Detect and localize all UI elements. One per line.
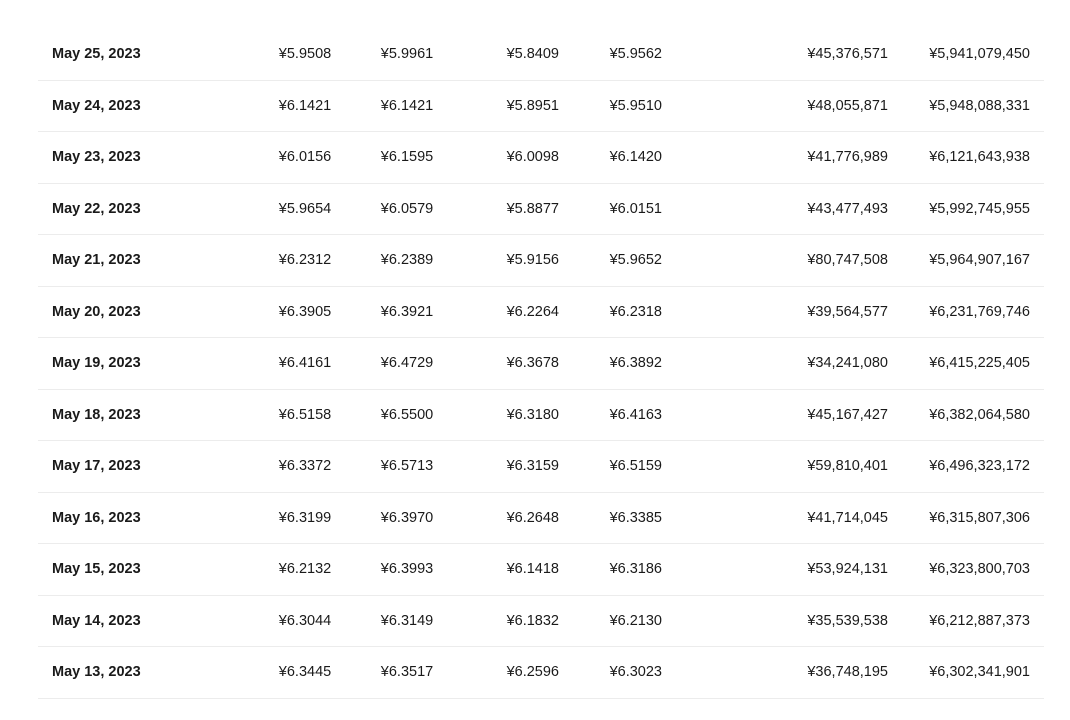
- open-cell: ¥6.3372: [278, 458, 332, 474]
- volume-cell: ¥39,564,577: [807, 303, 888, 320]
- volume-cell: ¥41,714,045: [807, 509, 888, 526]
- high-cell: ¥6.4729: [380, 355, 434, 371]
- low-cell: ¥6.3180: [506, 406, 559, 423]
- volume-cell: ¥59,810,401: [807, 458, 888, 474]
- open-cell: ¥6.3905: [278, 303, 332, 320]
- high-cell: ¥6.3149: [380, 612, 434, 629]
- table-row: [38, 235, 1044, 287]
- open-cell: ¥6.4161: [278, 355, 332, 371]
- high-cell: ¥6.3921: [380, 303, 434, 320]
- high-cell: ¥6.1595: [380, 149, 434, 165]
- market-cap-cell: ¥6,415,225,405: [929, 355, 1030, 371]
- low-cell: ¥6.3678: [506, 355, 559, 371]
- date-cell: May 19, 2023: [52, 355, 141, 371]
- date-cell: May 20, 2023: [52, 303, 141, 320]
- close-cell: ¥6.3023: [609, 664, 662, 680]
- low-cell: ¥5.9156: [506, 252, 559, 268]
- high-cell: ¥6.5713: [380, 458, 434, 474]
- market-cap-cell: ¥6,323,800,703: [929, 561, 1030, 577]
- low-cell: ¥6.2264: [506, 303, 559, 320]
- volume-cell: ¥80,747,508: [807, 252, 888, 268]
- table-row: [38, 287, 1044, 339]
- high-cell: ¥5.9961: [380, 46, 434, 62]
- high-cell: ¥6.3993: [380, 561, 434, 577]
- open-cell: ¥5.9508: [278, 46, 332, 62]
- open-cell: ¥6.2132: [278, 561, 332, 577]
- close-cell: ¥6.1420: [609, 149, 662, 165]
- date-cell: May 17, 2023: [52, 458, 141, 474]
- close-cell: ¥5.9510: [609, 97, 662, 114]
- low-cell: ¥6.2648: [506, 509, 559, 526]
- volume-cell: ¥34,241,080: [807, 355, 888, 371]
- table-row: [38, 81, 1044, 133]
- open-cell: ¥6.1421: [278, 97, 332, 114]
- date-cell: May 15, 2023: [52, 561, 141, 577]
- volume-cell: ¥45,376,571: [807, 46, 888, 62]
- market-cap-cell: ¥5,941,079,450: [929, 46, 1030, 62]
- low-cell: ¥6.1832: [506, 612, 559, 629]
- low-cell: ¥6.3159: [506, 458, 559, 474]
- date-cell: May 23, 2023: [52, 149, 141, 165]
- close-cell: ¥6.4163: [609, 406, 662, 423]
- high-cell: ¥6.5500: [380, 406, 434, 423]
- close-cell: ¥6.3186: [609, 561, 662, 577]
- close-cell: ¥6.3892: [609, 355, 662, 371]
- market-cap-cell: ¥6,315,807,306: [929, 509, 1030, 526]
- high-cell: ¥6.1421: [380, 97, 434, 114]
- low-cell: ¥6.0098: [506, 149, 559, 165]
- date-cell: May 22, 2023: [52, 200, 141, 217]
- table-row: [38, 441, 1044, 493]
- open-cell: ¥6.3445: [278, 664, 332, 680]
- low-cell: ¥5.8877: [506, 200, 559, 217]
- table-row: [38, 184, 1044, 236]
- close-cell: ¥6.0151: [609, 200, 662, 217]
- market-cap-cell: ¥6,496,323,172: [929, 458, 1030, 474]
- market-cap-cell: ¥5,964,907,167: [929, 252, 1030, 268]
- volume-cell: ¥35,539,538: [807, 612, 888, 629]
- market-cap-cell: ¥6,302,341,901: [929, 664, 1030, 680]
- close-cell: ¥6.2318: [609, 303, 662, 320]
- market-cap-cell: ¥5,948,088,331: [929, 97, 1030, 114]
- date-cell: May 13, 2023: [52, 664, 141, 680]
- open-cell: ¥6.2312: [278, 252, 332, 268]
- low-cell: ¥6.2596: [506, 664, 559, 680]
- volume-cell: ¥48,055,871: [807, 97, 888, 114]
- low-cell: ¥5.8951: [506, 97, 559, 114]
- table-row: [38, 544, 1044, 596]
- volume-cell: ¥45,167,427: [807, 406, 888, 423]
- date-cell: May 25, 2023: [52, 46, 141, 62]
- date-cell: May 18, 2023: [52, 406, 141, 423]
- market-cap-cell: ¥6,382,064,580: [929, 406, 1030, 423]
- high-cell: ¥6.0579: [380, 200, 434, 217]
- volume-cell: ¥41,776,989: [807, 149, 888, 165]
- market-cap-cell: ¥6,212,887,373: [929, 612, 1030, 629]
- table-row: [38, 390, 1044, 442]
- date-cell: May 14, 2023: [52, 612, 141, 629]
- close-cell: ¥5.9652: [609, 252, 662, 268]
- market-cap-cell: ¥5,992,745,955: [929, 200, 1030, 217]
- volume-cell: ¥53,924,131: [807, 561, 888, 577]
- high-cell: ¥6.3517: [380, 664, 434, 680]
- open-cell: ¥6.5158: [278, 406, 332, 423]
- open-cell: ¥5.9654: [278, 200, 332, 217]
- low-cell: ¥5.8409: [506, 46, 559, 62]
- open-cell: ¥6.0156: [278, 149, 332, 165]
- table-row: [38, 596, 1044, 648]
- close-cell: ¥5.9562: [609, 46, 662, 62]
- market-cap-cell: ¥6,231,769,746: [929, 303, 1030, 320]
- close-cell: ¥6.2130: [609, 612, 662, 629]
- price-history-table: [38, 29, 1044, 699]
- volume-cell: ¥36,748,195: [807, 664, 888, 680]
- high-cell: ¥6.2389: [380, 252, 434, 268]
- date-cell: May 21, 2023: [52, 252, 141, 268]
- open-cell: ¥6.3199: [278, 509, 332, 526]
- table-row: [38, 29, 1044, 81]
- date-cell: May 24, 2023: [52, 97, 141, 114]
- low-cell: ¥6.1418: [506, 561, 559, 577]
- volume-cell: ¥43,477,493: [807, 200, 888, 217]
- table-row: [38, 493, 1044, 545]
- table-row: [38, 132, 1044, 184]
- open-cell: ¥6.3044: [278, 612, 332, 629]
- date-cell: May 16, 2023: [52, 509, 141, 526]
- close-cell: ¥6.5159: [609, 458, 662, 474]
- table-row: [38, 647, 1044, 699]
- market-cap-cell: ¥6,121,643,938: [929, 149, 1030, 165]
- high-cell: ¥6.3970: [380, 509, 434, 526]
- close-cell: ¥6.3385: [609, 509, 662, 526]
- table-row: [38, 338, 1044, 390]
